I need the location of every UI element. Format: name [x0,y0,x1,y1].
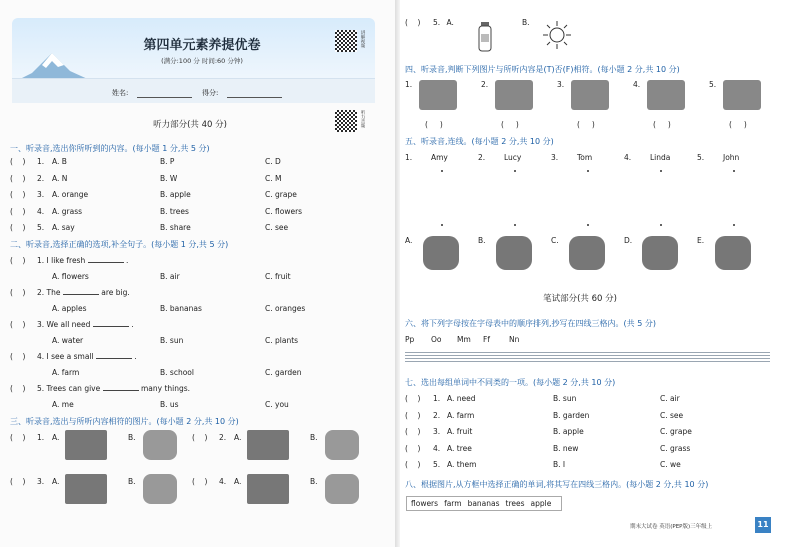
question-number: 5. [37,223,45,232]
sentence [37,288,130,298]
child-planting-picture [143,474,177,504]
fill-blank[interactable] [103,384,139,391]
option-a: A. tree [447,443,472,453]
bananas-picture [325,430,359,460]
answer-paren[interactable]: ( ) [10,288,26,297]
apples-picture [423,236,459,270]
option-c: C. see [660,410,684,420]
letter-pair: Oo [431,335,442,344]
option-b: B. garden [553,410,590,420]
letter-pair: Mm [457,335,471,344]
match-dot[interactable] [733,170,735,172]
name-label: 姓名: [112,89,129,97]
question-number: 5. [37,384,45,393]
match-dot[interactable] [441,224,443,226]
writing-part-title: 笔试部分(共 60 分) [543,294,617,304]
match-dot[interactable] [660,224,662,226]
section-5-title: 五、听录音,连线。(每小题 2 分,共 10 分) [405,137,554,146]
option-a: A. water [52,336,84,345]
option-b: B. bananas [160,304,202,313]
option-a: A. [234,433,242,442]
option-c: C. you [265,400,289,409]
answer-paren[interactable]: ( ) [192,477,208,486]
question-number: 1. [37,433,45,442]
match-dot[interactable] [514,170,516,172]
question-number: 1. [405,153,413,162]
option-a: A. them [447,460,477,469]
option-a: A. farm [52,368,80,377]
option-b: B. I [553,460,566,469]
option-c: C. grape [660,427,692,436]
person-name: Tom [577,153,593,162]
sentence [37,256,128,266]
answer-paren[interactable]: ( ) [10,384,26,393]
question-number: 4. [37,352,45,361]
option-c: C. plants [265,336,299,345]
question-number: 4. [433,443,441,453]
question-number: 5. [433,460,441,469]
person-name: Linda [650,153,671,162]
question-number: 2. [481,80,489,89]
option-a: A. farm [447,410,475,420]
sentence-text: We all need [46,320,91,329]
letter-pair: Nn [509,335,520,344]
sentence [37,320,134,330]
sentence [37,352,137,362]
question-number: 3. [551,153,559,162]
answer-paren[interactable]: ( ) [653,120,671,129]
question-number: 1. [37,256,45,265]
word-option: apple [530,499,552,508]
answer-paren[interactable]: ( ) [405,394,421,403]
option-c: C. oranges [265,304,306,313]
potted-flower-picture [723,80,761,110]
fill-blank[interactable] [88,256,124,263]
question-number: 2. [37,173,45,183]
qr-label-audio: 听力音频 [360,110,365,128]
page-number: 11 [755,517,771,533]
option-a: A. orange [52,190,89,199]
option-a: A. apples [52,304,87,313]
option-a: A. B [52,157,67,166]
question-number: 3. [37,320,45,329]
fill-blank[interactable] [93,320,129,327]
option-b: B. share [160,223,191,232]
qr-label: 讲解视频 [360,30,365,48]
option-a: A. grass [52,206,83,216]
option-b: B. [128,433,136,442]
question-number: 2. [219,433,227,442]
score-label: 得分: [202,89,219,97]
answer-paren[interactable]: ( ) [405,443,421,453]
option-c: C. see [265,223,289,232]
grapes-picture [247,430,289,460]
footer-text: 期末大试卷 英语(PEP版)三年级上 [630,524,713,530]
answer-paren[interactable]: ( ) [10,190,26,199]
option-c: C. we [660,460,681,469]
option-a: A. need [447,394,476,403]
option-b: B. [310,477,318,486]
sentence-tail: are big. [101,288,130,297]
farm-picture [65,430,107,460]
option-c: C. grape [265,190,297,199]
answer-paren[interactable]: ( ) [10,173,26,183]
name-field[interactable] [137,97,192,98]
answer-paren[interactable]: ( ) [501,120,519,129]
word-option: trees [505,499,525,508]
section-7-title: 七、选出每组单词中不同类的一项。(每小题 2 分,共 10 分) [405,378,616,387]
qr-code-audio [335,110,357,132]
question-number: 4. [633,80,641,89]
section-2-title: 二、听录音,选择正确的选项,补全句子。(每小题 1 分,共 5 分) [10,240,229,249]
sentence-text: The [46,288,61,297]
tree-picture [143,430,177,460]
question-number: 3. [37,190,45,199]
word-option: bananas [467,499,500,508]
sentence-text: Trees can give [46,384,101,393]
grapes-vine-picture [571,80,609,110]
person-name: Lucy [504,153,522,162]
bananas-picture [642,236,678,270]
option-c: C. M [265,173,282,183]
option-a: A. [52,433,60,442]
answer-paren[interactable]: ( ) [577,120,595,129]
answer-paren[interactable]: ( ) [10,352,26,361]
option-a: A. flowers [52,272,89,281]
match-dot[interactable] [441,170,443,172]
qr-code [335,30,357,52]
section-3-title: 三、听录音,选出与所听内容相符的图片。(每小题 2 分,共 10 分) [10,417,239,426]
letter-pair: Ff [483,335,490,344]
answer-paren[interactable]: ( ) [405,460,421,469]
sentence-tail: . [134,352,137,361]
answer-paren[interactable]: ( ) [729,120,747,129]
option-label: B. [478,236,486,245]
question-number: 3. [433,427,441,436]
score-field[interactable] [227,97,282,98]
sentence-tail: . [131,320,134,329]
answer-paren[interactable]: ( ) [405,18,421,27]
oranges-picture [495,80,533,110]
option-a: A. me [52,400,74,409]
option-c: C. fruit [265,272,291,281]
option-c: C. flowers [265,206,303,216]
answer-paren[interactable]: ( ) [10,157,26,166]
sentence-text: I see a small [46,352,94,361]
exam-meta: (满分:100 分 时间:60 分钟) [161,57,243,65]
water-bottle-image [478,22,492,52]
answer-paren[interactable]: ( ) [425,120,443,129]
answer-paren[interactable]: ( ) [10,256,26,265]
option-c: C. grass [660,443,691,453]
option-b: B. apple [553,427,584,436]
person-name: John [723,153,740,162]
option-c: C. D [265,157,281,166]
name-score-row [12,78,375,103]
option-b: B. school [160,368,194,377]
match-dot[interactable] [514,224,516,226]
sentence-text: I like fresh [46,256,86,265]
question-number: 1. [433,394,441,403]
fill-blank[interactable] [96,352,132,359]
option-a: A. [234,477,242,486]
answer-paren[interactable]: ( ) [10,320,26,329]
option-label: E. [697,236,705,245]
listening-part-title: 听力部分(共 40 分) [153,120,227,130]
section-1-title: 一、听录音,选出你所听到的内容。(每小题 1 分,共 5 分) [10,144,210,153]
option-b: B. us [160,400,179,409]
person-name: Amy [431,153,448,162]
option-b: B. W [160,173,178,183]
option-label: C. [551,236,559,245]
bananas-bunch-picture [715,236,751,270]
question-number: 5. [709,80,717,89]
option-b: B. trees [160,206,189,216]
option-label: D. [624,236,633,245]
sun-image [542,20,572,50]
answer-paren[interactable]: ( ) [10,206,26,216]
girl-with-plant-picture [325,474,359,504]
question-number: 2. [478,153,486,162]
q3-5-number: 5. [433,18,441,27]
option-a: A. N [52,173,68,183]
option-b: B. sun [553,394,577,403]
option-b: B. [128,477,136,486]
option-b: B. air [160,272,180,281]
q3-5-option-a: A. [446,18,454,27]
match-dot[interactable] [587,170,589,172]
question-number: 1. [37,157,45,166]
match-dot[interactable] [660,170,662,172]
answer-paren[interactable]: ( ) [10,433,26,442]
section-8-title: 八、根据图片,从方框中选择正确的单词,将其写在四线三格内。(每小题 2 分,共 10 分) [405,480,709,489]
option-label: A. [405,236,413,245]
question-number: 1. [405,80,413,89]
answer-paren[interactable]: ( ) [10,223,26,232]
tree-planting-picture [647,80,685,110]
question-number: 2. [433,410,441,420]
option-a: A. say [52,223,75,232]
question-number: 4. [37,206,45,216]
option-b: B. P [160,157,175,166]
oranges-picture [496,236,532,270]
answer-paren[interactable]: ( ) [405,410,421,420]
sentence-tail: . [126,256,129,265]
question-number: 3. [37,477,45,486]
question-number: 5. [697,153,705,162]
sentence-tail: many things. [141,384,191,393]
writing-lines-1[interactable] [405,352,770,364]
school-picture [419,80,457,110]
option-c: C. air [660,394,680,403]
trees-watering-picture [247,474,289,504]
boy-watering-plant-picture [65,474,107,504]
option-a: A. fruit [447,427,473,436]
option-b: B. apple [160,190,191,199]
letter-pair: Pp [405,335,415,344]
option-b: B. sun [160,336,184,345]
answer-paren[interactable]: ( ) [10,477,26,486]
q3-5-option-b: B. [522,18,530,27]
page-title: 第四单元素养提优卷 [143,38,261,53]
option-b: B. [310,433,318,442]
match-dot[interactable] [733,224,735,226]
word-option: flowers [411,499,439,508]
question-number: 3. [557,80,565,89]
section-4-title: 四、听录音,判断下列图片与所听内容是(T)否(F)相符。(每小题 2 分,共 10 分) [405,65,680,74]
question-number: 2. [37,288,45,297]
sentence [37,384,190,394]
answer-paren[interactable]: ( ) [192,433,208,442]
word-box [406,496,562,511]
section-6-title: 六、将下列字母按在字母表中的顺序排列,抄写在四线三格内。(共 5 分) [405,319,656,328]
answer-paren[interactable]: ( ) [405,427,421,436]
option-a: A. [52,477,60,486]
option-b: B. new [553,443,579,453]
option-c: C. garden [265,368,302,377]
fill-blank[interactable] [63,288,99,295]
question-number: 4. [219,477,227,486]
grapes-picture [569,236,605,270]
question-number: 4. [624,153,632,162]
match-dot[interactable] [587,224,589,226]
word-option: farm [444,499,462,508]
